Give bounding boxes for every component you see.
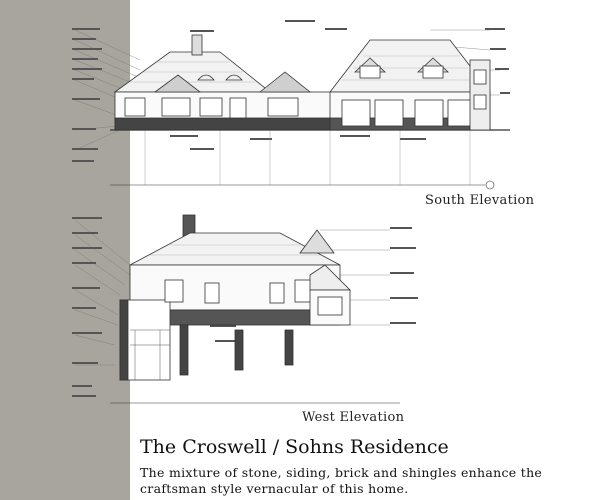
- project-title: The Croswell / Sohns Residence: [140, 436, 449, 458]
- south-elevation-drawing: [70, 0, 510, 195]
- south-elevation-caption: South Elevation: [425, 193, 535, 208]
- west-elevation-caption: West Elevation: [302, 410, 405, 425]
- west-elevation-drawing: [70, 205, 510, 405]
- project-description: The mixture of stone, siding, brick and shingles enhance the craftsman style vernacular of this home.: [140, 465, 543, 496]
